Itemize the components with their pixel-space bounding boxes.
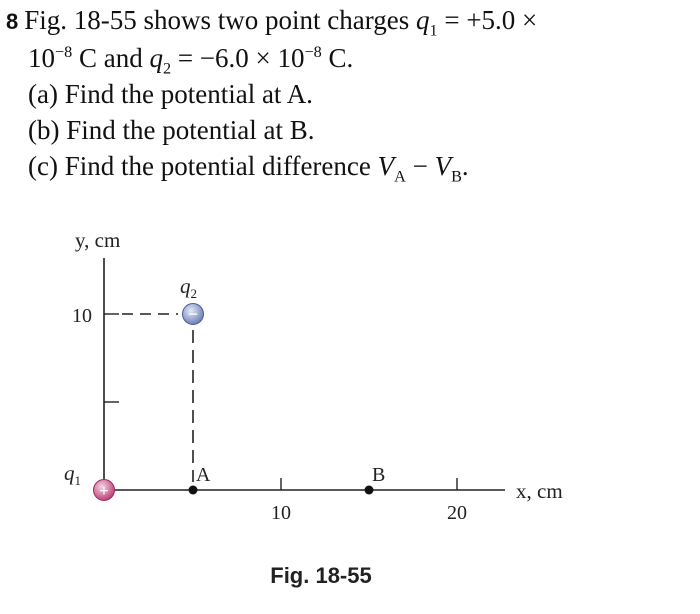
x-tick-label-20: 20	[447, 502, 467, 524]
y-tick-label-10: 10	[72, 305, 92, 327]
point-b-label: B	[372, 464, 386, 486]
q2-label: $q_2$	[180, 274, 197, 301]
point-a-label: A	[196, 464, 211, 486]
q1-unit-and: C and	[72, 43, 150, 73]
problem-intro: Fig. 18-55 shows two point charges	[24, 5, 416, 35]
q2-unit: C.	[321, 43, 354, 73]
q1-value-exponent: −8	[55, 43, 73, 61]
part-c-text: (c) Find the potential difference	[28, 151, 378, 181]
q1-value: = +5.0 ×	[437, 5, 538, 35]
point-b-marker	[365, 486, 374, 495]
point-a-marker	[189, 486, 198, 495]
period: .	[461, 151, 469, 181]
va-subscript: A	[394, 167, 406, 186]
q1-sign-icon: +	[99, 481, 109, 500]
q1-subscript: 1	[429, 21, 438, 40]
q1-value-base: 10	[28, 43, 55, 73]
q2-value: = −6.0 × 10	[171, 43, 305, 73]
x-tick-label-10: 10	[271, 502, 291, 524]
part-a: (a) Find the potential at A.	[28, 79, 313, 109]
x-axis-label: x, cm	[516, 479, 563, 503]
q1-symbol: q	[416, 5, 430, 35]
q1-label: $q_1$	[64, 461, 81, 488]
q2-subscript: 2	[162, 59, 172, 78]
y-axis-label: y, cm	[75, 228, 121, 252]
figure-caption: Fig. 18-55	[270, 563, 372, 588]
vb-subscript: B	[451, 167, 462, 186]
va-symbol: V	[377, 151, 395, 181]
vb-symbol: V	[434, 151, 452, 181]
minus-sign: −	[405, 151, 435, 181]
q2-symbol: q	[149, 43, 163, 73]
q2-value-exponent: −8	[304, 43, 322, 61]
problem-number: 8	[6, 9, 19, 34]
part-b: (b) Find the potential at B.	[28, 115, 315, 145]
q2-sign-icon: −	[187, 304, 199, 324]
